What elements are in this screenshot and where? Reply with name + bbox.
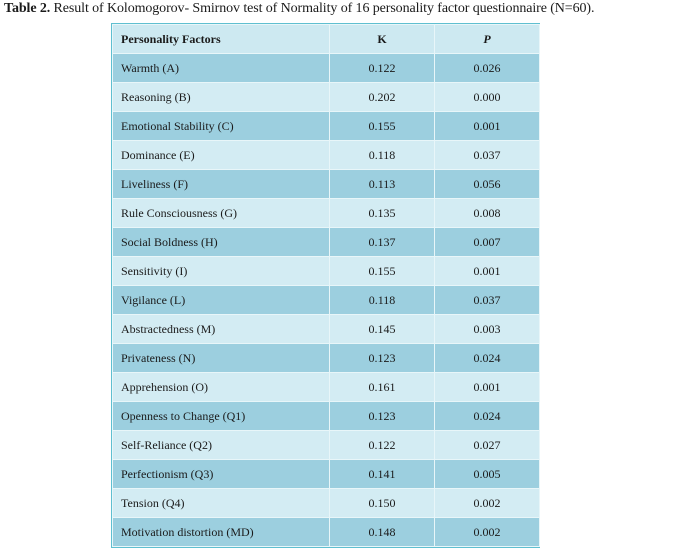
p-value-cell: 0.027 [435,431,540,460]
table-row [113,315,540,344]
p-value-cell: 0.000 [435,83,540,112]
p-value-cell: 0.037 [435,141,540,170]
k-value-cell: 0.145 [330,315,435,344]
table-row [113,373,540,402]
factor-cell: Self-Reliance (Q2) [113,431,330,460]
factor-cell: Tension (Q4) [113,489,330,518]
k-value-cell: 0.135 [330,199,435,228]
k-value-cell: 0.113 [330,170,435,199]
k-value-cell: 0.118 [330,141,435,170]
factor-cell: Apprehension (O) [113,373,330,402]
table-row [113,518,540,547]
k-value-cell: 0.118 [330,286,435,315]
header-personality-factors: Personality Factors [113,25,330,54]
p-value-cell: 0.002 [435,489,540,518]
table-row [113,431,540,460]
k-value-cell: 0.123 [330,402,435,431]
header-k: K [330,25,435,54]
k-value-cell: 0.202 [330,83,435,112]
table-row [113,199,540,228]
p-value-cell: 0.003 [435,315,540,344]
p-value-cell: 0.007 [435,228,540,257]
factor-cell: Emotional Stability (C) [113,112,330,141]
factor-cell: Rule Consciousness (G) [113,199,330,228]
table-row [113,228,540,257]
k-value-cell: 0.137 [330,228,435,257]
factor-cell: Perfectionism (Q3) [113,460,330,489]
k-value-cell: 0.150 [330,489,435,518]
header-p: P [435,25,540,54]
p-value-cell: 0.005 [435,460,540,489]
table-row [113,112,540,141]
k-value-cell: 0.141 [330,460,435,489]
factor-cell: Social Boldness (H) [113,228,330,257]
table-row [113,170,540,199]
table-row [113,83,540,112]
p-value-cell: 0.024 [435,344,540,373]
k-value-cell: 0.122 [330,54,435,83]
k-value-cell: 0.122 [330,431,435,460]
p-value-cell: 0.056 [435,170,540,199]
factor-cell: Liveliness (F) [113,170,330,199]
table-row [113,344,540,373]
p-value-cell: 0.001 [435,373,540,402]
factor-cell: Vigilance (L) [113,286,330,315]
p-value-cell: 0.024 [435,402,540,431]
table-row [113,402,540,431]
caption-text: Result of Kolomogorov- Smirnov test of Normality of 16 personality factor questionnaire (N=60). [50,1,595,16]
factor-cell: Motivation distortion (MD) [113,518,330,547]
factor-cell: Abstractedness (M) [113,315,330,344]
factor-cell: Warmth (A) [113,54,330,83]
factor-cell: Privateness (N) [113,344,330,373]
p-value-cell: 0.037 [435,286,540,315]
table-row [113,286,540,315]
p-value-cell: 0.008 [435,199,540,228]
k-value-cell: 0.123 [330,344,435,373]
k-value-cell: 0.148 [330,518,435,547]
p-value-cell: 0.001 [435,112,540,141]
table-row [113,141,540,170]
normality-table-container [111,23,540,548]
factor-cell: Sensitivity (I) [113,257,330,286]
table-row [113,489,540,518]
factor-cell: Dominance (E) [113,141,330,170]
p-value-cell: 0.002 [435,518,540,547]
table-row [113,257,540,286]
k-value-cell: 0.161 [330,373,435,402]
k-value-cell: 0.155 [330,257,435,286]
normality-table [112,24,540,547]
p-value-cell: 0.001 [435,257,540,286]
table-body [113,54,540,547]
table-caption [4,1,594,17]
factor-cell: Openness to Change (Q1) [113,402,330,431]
k-value-cell: 0.155 [330,112,435,141]
factor-cell: Reasoning (B) [113,83,330,112]
p-value-cell: 0.026 [435,54,540,83]
table-header-row [113,25,540,54]
caption-label: Table 2. [4,1,51,16]
table-row [113,460,540,489]
table-row [113,54,540,83]
